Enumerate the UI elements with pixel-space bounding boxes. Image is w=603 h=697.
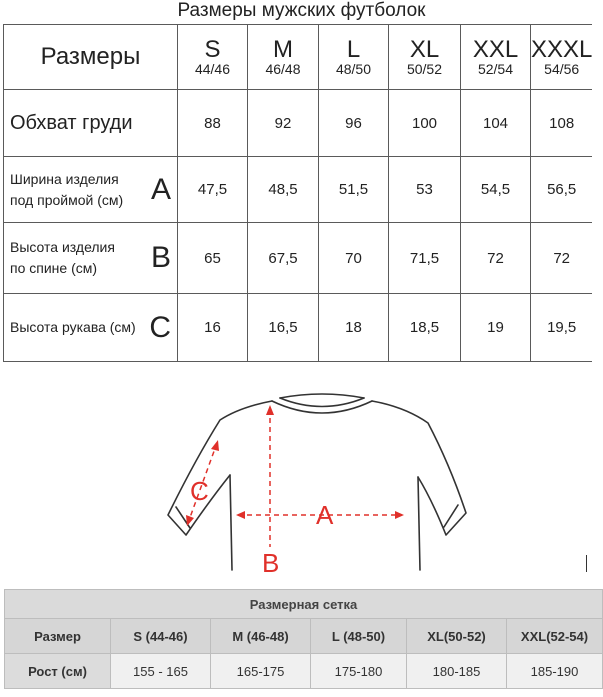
size-col-xxl: [461, 25, 531, 90]
tshirt-outline: [168, 394, 466, 570]
value-cell: 100: [389, 90, 461, 157]
value-cell: 48,5: [248, 157, 319, 223]
size-letter: M: [273, 35, 293, 63]
size-col-l: [319, 25, 389, 90]
figure-label-b: B: [262, 548, 280, 578]
size-grid-table: [4, 589, 603, 689]
row-label-cell: [4, 294, 178, 362]
grid-header-cell: S (44-46): [111, 619, 211, 654]
grid-cell: 175-180: [311, 654, 407, 689]
arrow-up-icon: [211, 440, 219, 451]
size-col-s: [178, 25, 248, 90]
size-letter: S: [204, 35, 221, 63]
grid-row-label: Рост (см): [5, 654, 111, 689]
arrow-right-icon: [395, 511, 404, 519]
figure-label-c: C: [190, 476, 209, 506]
size-col-xxxl: [531, 25, 593, 90]
row-marker-letter: A: [150, 172, 171, 206]
row-marker-letter: C: [149, 310, 171, 344]
value-cell: 16,5: [248, 294, 319, 362]
value-cell: 88: [178, 90, 248, 157]
size-letter: XXL: [472, 35, 519, 63]
value-cell: 72: [531, 223, 593, 294]
value-cell: 56,5: [531, 157, 593, 223]
figure-label-a: A: [316, 500, 334, 530]
size-letter: XXXL: [531, 35, 593, 63]
size-range: 44/46: [194, 60, 231, 77]
grid-cell: 180-185: [407, 654, 507, 689]
value-cell: 65: [178, 223, 248, 294]
page-title: Размеры мужских футболок: [177, 0, 426, 21]
grid-title-row: [5, 590, 603, 619]
value-cell: 51,5: [319, 157, 389, 223]
row-label-line: Ширина изделия: [10, 170, 119, 187]
size-table: [3, 24, 592, 362]
row-label-cell: [4, 157, 178, 223]
value-cell: 19,5: [531, 294, 593, 362]
size-range: 50/52: [406, 60, 443, 77]
row-label-cell: [4, 90, 178, 157]
size-col-m: [248, 25, 319, 90]
size-range: 52/54: [477, 60, 514, 77]
value-cell: 108: [531, 90, 593, 157]
grid-title: Размерная сетка: [5, 590, 603, 619]
value-cell: 71,5: [389, 223, 461, 294]
grid-cell: 165-175: [211, 654, 311, 689]
row-label-line: по спине (см): [10, 260, 98, 276]
value-cell: 18: [319, 294, 389, 362]
value-cell: 19: [461, 294, 531, 362]
row-label-cell: [4, 223, 178, 294]
grid-header-cell: XL(50-52): [407, 619, 507, 654]
grid-cell: 185-190: [507, 654, 603, 689]
tshirt-diagram: [0, 385, 603, 585]
value-cell: 18,5: [389, 294, 461, 362]
grid-header-cell: Размер: [5, 619, 111, 654]
arrow-up-icon: [266, 405, 274, 415]
arrow-left-icon: [236, 511, 245, 519]
row-label: Обхват груди: [10, 111, 133, 134]
row-marker-letter: B: [150, 241, 171, 274]
value-cell: 54,5: [461, 157, 531, 223]
value-cell: 70: [319, 223, 389, 294]
size-range: 48/50: [335, 60, 372, 77]
size-range: 46/48: [265, 60, 301, 77]
size-header-row: [4, 25, 593, 90]
size-range: 54/56: [544, 60, 580, 77]
table-row-length: [4, 223, 593, 294]
row-label: Высота рукава (см): [10, 319, 136, 335]
value-cell: 16: [178, 294, 248, 362]
size-letter: XL: [409, 35, 440, 63]
size-letter: L: [346, 35, 361, 63]
grid-header-row: [5, 619, 603, 654]
table-row-chest: [4, 90, 593, 157]
header-label: Размеры: [40, 43, 141, 70]
measure-marks: [186, 405, 404, 578]
value-cell: 53: [389, 157, 461, 223]
value-cell: 96: [319, 90, 389, 157]
size-col-xl: [389, 25, 461, 90]
row-label-line: под проймой (см): [10, 191, 124, 208]
grid-header-cell: M (46-48): [211, 619, 311, 654]
table-row-sleeve: [4, 294, 593, 362]
text-cursor: [586, 555, 587, 572]
value-cell: 92: [248, 90, 319, 157]
grid-header-cell: XXL(52-54): [507, 619, 603, 654]
grid-row-height: [5, 654, 603, 689]
value-cell: 104: [461, 90, 531, 157]
value-cell: 47,5: [178, 157, 248, 223]
grid-cell: 155 - 165: [111, 654, 211, 689]
row-label-line: Высота изделия: [10, 239, 115, 255]
value-cell: 67,5: [248, 223, 319, 294]
header-label-cell: [4, 25, 178, 90]
value-cell: 72: [461, 223, 531, 294]
grid-header-cell: L (48-50): [311, 619, 407, 654]
table-row-width: [4, 157, 593, 223]
